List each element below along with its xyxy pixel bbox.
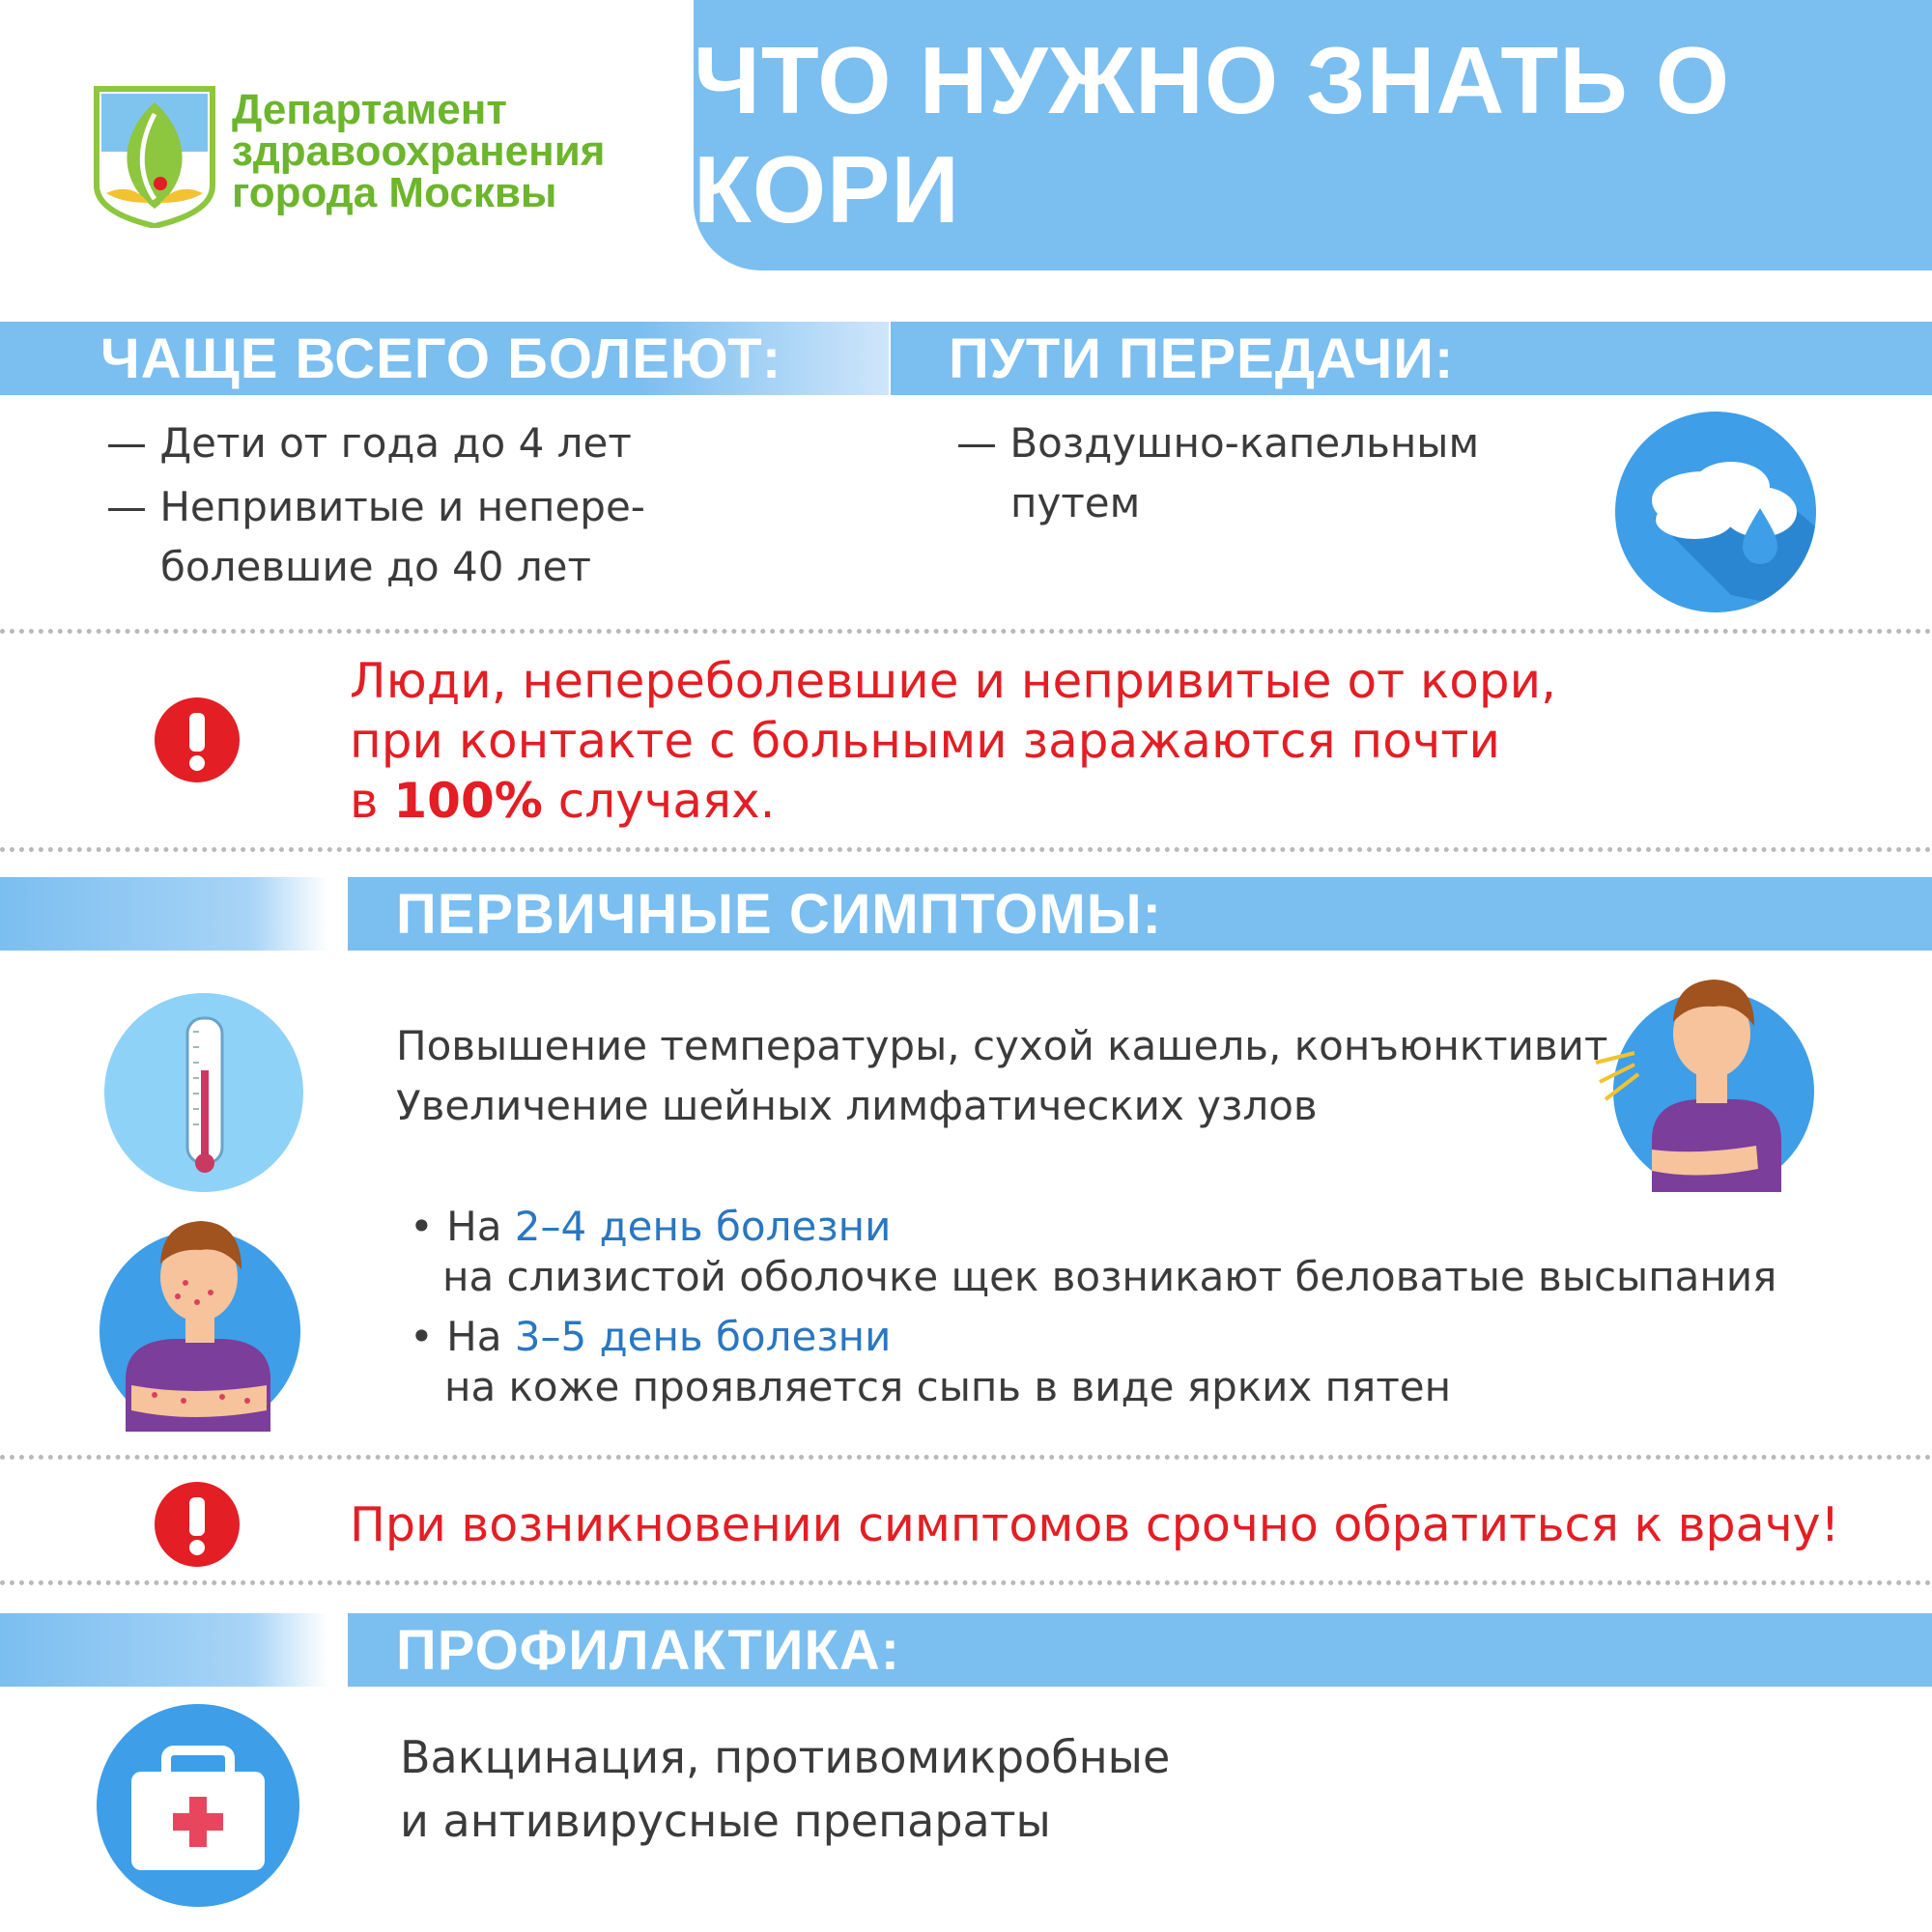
symptom-line-1: Повышение температуры, сухой кашель, конъюнктивит <box>396 1022 1608 1069</box>
airborne-icon <box>1615 412 1816 612</box>
timeline-item-2-detail: на коже проявляется сыпь в виде ярких пятен <box>444 1363 1452 1410</box>
logo-line-2: здравоохранения <box>232 128 606 175</box>
timeline-1-days: 2–4 день болезни <box>514 1203 892 1250</box>
warning-line-3 <box>350 771 1556 831</box>
timeline-item-1-detail: на слизистой оболочке щек возникают беловатые высыпания <box>442 1253 1777 1300</box>
transmission-line-2: путем <box>1010 479 1141 526</box>
warning-line-1: Люди, непереболевшие и непривитые от кори, <box>350 653 1556 709</box>
page-title: ЧТО НУЖНО ЗНАТЬ О КОРИ <box>694 27 1731 242</box>
rash-person-icon <box>97 1196 303 1432</box>
prevention-line-2: и антивирусные препараты <box>400 1795 1051 1847</box>
divider-3 <box>0 1455 1932 1460</box>
timeline-item-2 <box>410 1312 1776 1362</box>
section-band-prevention <box>0 1613 1932 1687</box>
divider-1 <box>0 629 1932 634</box>
warning-icon-doctor <box>155 1482 240 1567</box>
risk-group-list <box>106 413 645 597</box>
timeline-2-days: 3–5 день болезни <box>514 1313 892 1360</box>
coughing-person-icon <box>1592 956 1814 1192</box>
warning-line-3-suffix: случаях. <box>542 773 776 829</box>
symptom-line-2: Увеличение шейных лимфатических узлов <box>396 1082 1318 1129</box>
symptoms-heading: ПЕРВИЧНЫЕ СИМПТОМЫ: <box>396 883 1162 946</box>
first-aid-kit-icon <box>97 1704 299 1907</box>
risk-item-unvaccinated-cont: болевшие до 40 лет <box>160 543 591 590</box>
logo-line-3: города Москвы <box>232 169 557 216</box>
prevention-line-1: Вакцинация, противомикробные <box>400 1731 1171 1783</box>
divider-2 <box>0 847 1932 852</box>
timeline-2-prefix: • На <box>410 1313 515 1360</box>
logo-line-1: Департамент <box>232 86 507 133</box>
symptom-timeline <box>410 1202 1776 1412</box>
transmission-text <box>956 413 1479 533</box>
warning-text-doctor: При возникновении симптомов срочно обратиться к врачу! <box>350 1497 1840 1552</box>
prevention-text <box>400 1725 1170 1853</box>
warning-icon <box>155 697 240 782</box>
thermometer-icon <box>104 993 303 1192</box>
warning-text-infection <box>350 651 1556 831</box>
prevention-heading: ПРОФИЛАКТИКА: <box>396 1619 901 1682</box>
divider-4 <box>0 1580 1932 1585</box>
risk-group-heading: ЧАЩЕ ВСЕГО БОЛЕЮТ: <box>100 327 782 390</box>
timeline-1-prefix: • На <box>410 1203 515 1250</box>
warning-percent: 100% <box>393 773 543 829</box>
transmission-line-1: — Воздушно-капельным <box>956 419 1480 467</box>
risk-item-unvaccinated: — Непривитые и непере- <box>106 483 645 530</box>
timeline-item-1 <box>410 1202 1776 1252</box>
logo-text <box>232 86 618 216</box>
risk-item-children: — Дети от года до 4 лет <box>106 419 632 467</box>
warning-line-2: при контакте с больными заражаются почти <box>350 713 1500 769</box>
logo <box>93 85 216 228</box>
warning-line-3-prefix: в <box>350 773 394 829</box>
symptoms-primary <box>396 1016 1607 1136</box>
moscow-emblem-icon <box>93 85 216 228</box>
transmission-heading: ПУТИ ПЕРЕДАЧИ: <box>949 327 1455 390</box>
